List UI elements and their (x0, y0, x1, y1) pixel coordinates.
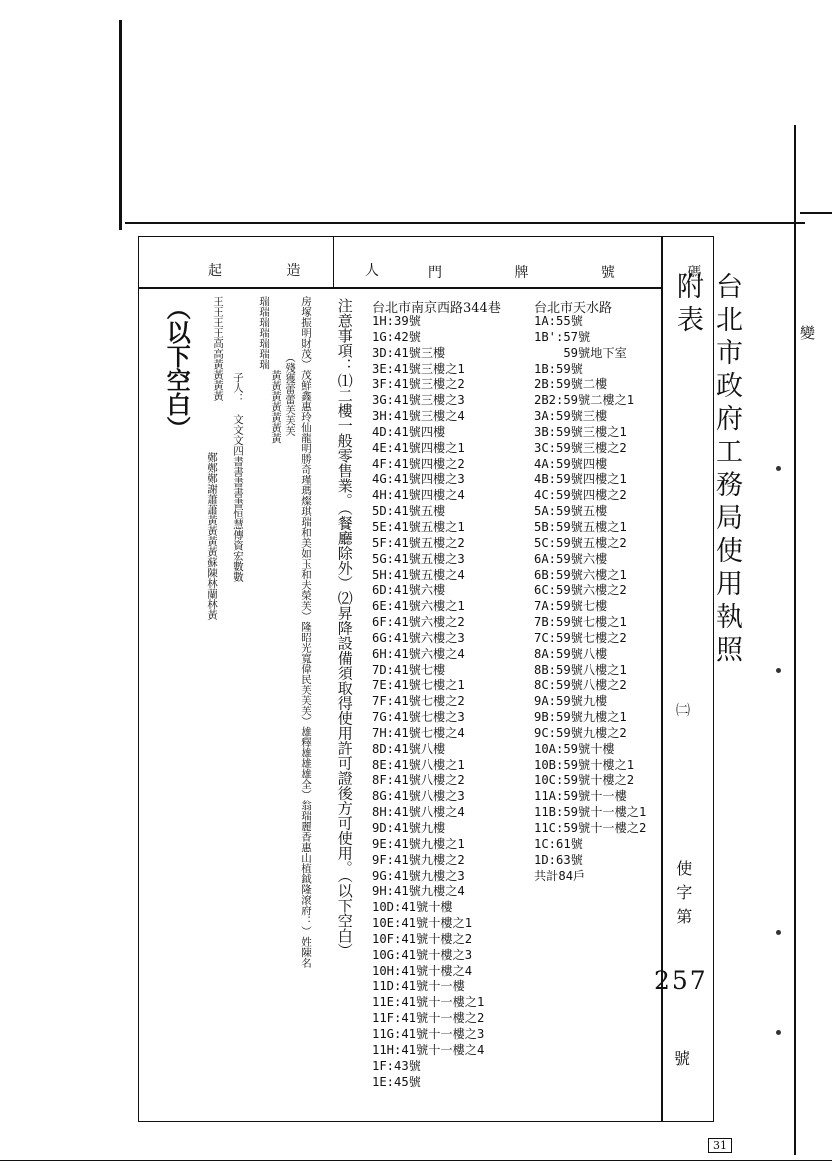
binding-dot (776, 668, 781, 673)
address-entry: 4B:59號四樓之1 (534, 472, 627, 487)
address-entry: 4E:41號四樓之1 (372, 440, 465, 455)
address-entry: 8H:41號八樓之4 (372, 805, 465, 820)
address-entry: 5D:41號五樓 (372, 504, 446, 519)
address-entry: 共計84戶 (534, 868, 586, 883)
edge-text: 變 (800, 324, 816, 342)
owner-column-7: 鄭鄭鄭謝蕭蕭黃黃黃黃蘇陳林蘭林黃 (206, 452, 219, 620)
address-entry: 10D:41號十樓 (372, 900, 453, 915)
address-entry: 10B:59號十樓之1 (534, 757, 635, 772)
address-entry: 6A:59號六樓 (534, 551, 608, 566)
address-entry: 9E:41號九樓之1 (372, 836, 465, 851)
owner-column-3: 瑞瑞瑞瑞瑞瑞瑞 (258, 296, 271, 370)
address-entry: 3G:41號三樓之3 (372, 393, 465, 408)
address-entry: 3F:41號三樓之2 (372, 377, 465, 392)
address-entry: 10G:41號十樓之3 (372, 947, 473, 962)
binding-dot (776, 930, 781, 935)
owner-column-4: 黃黃黃黃黃黃黃 (270, 370, 283, 444)
address-entry: 4G:41號四樓之3 (372, 472, 465, 487)
address-entry: 1B:59號 (534, 361, 583, 376)
address-right-title: 台北市天水路 (534, 301, 613, 316)
owner-column-5: 子人： 文文文四書書書書書恒慧傳資宏數數 (232, 372, 245, 582)
address-entry: 10E:41號十樓之1 (372, 916, 473, 931)
address-entry: 1F:43號 (372, 1058, 421, 1073)
address-entry: 10H:41號十樓之4 (372, 963, 473, 978)
address-entry: 4D:41號四樓 (372, 424, 446, 439)
address-entry: 8F:41號八樓之2 (372, 773, 465, 788)
address-entry: 4A:59號四樓 (534, 456, 608, 471)
address-entry: 7A:59號七樓 (534, 599, 608, 614)
address-entry: 11C:59號十一樓之2 (534, 821, 647, 835)
address-entry: 2B2:59號二樓之1 (534, 393, 635, 408)
address-entry: 9C:59號九樓之2 (534, 725, 627, 740)
address-entry: 8E:41號八樓之1 (372, 757, 465, 772)
address-entry: 9B:59號九樓之1 (534, 710, 627, 725)
address-entry: 11D:41號十一樓 (372, 979, 465, 994)
address-entry: 6C:59號六樓之2 (534, 583, 627, 598)
address-column-header: 門 牌 號 碼 (428, 265, 736, 281)
address-entry: 1C:61號 (534, 836, 583, 851)
address-entry: 9D:41號九樓 (372, 821, 446, 835)
bottom-edge-line (0, 1160, 832, 1161)
address-entry: 5E:41號五樓之1 (372, 519, 465, 534)
address-entry: 5A:59號五樓 (534, 504, 608, 519)
binding-dot (776, 466, 781, 471)
address-entry: 7G:41號七樓之3 (372, 710, 465, 725)
address-entry: 10C:59號十樓之2 (534, 773, 635, 788)
address-right-list (534, 314, 646, 884)
owner-column-1: 房塚振明財茂）茂鮮鑫惠玲仙龍明勝奇瑾瑪燦琪瑞和美如玉和夫榮芙）隆昭光寬偉民芙芙芙）雄釋雄雄雄全）翁瑞麗香惠山植鉞隆滾府：）姓陳名 (300, 296, 313, 968)
address-left-title: 台北市南京西路344巷 (372, 301, 501, 316)
address-entry: 10A:59號十樓 (534, 741, 615, 756)
owner-column-header: 起 造 人 (208, 263, 409, 279)
address-entry: 11F:41號十一樓之2 (372, 1011, 485, 1026)
address-entry: 8B:59號八樓之1 (534, 662, 627, 677)
page-title: 台北市政府工務局使用執照附表 (672, 272, 742, 668)
license-prefix: 使字第 (673, 860, 693, 932)
address-entry: 1B':57號 (534, 329, 591, 344)
address-entry: 9F:41號九樓之2 (372, 852, 465, 867)
address-entry: 5C:59號五樓之2 (534, 535, 627, 550)
owner-column-2: （殘獲蕾蕾芙芙芙 (284, 352, 297, 436)
address-entry: 11E:41號十一樓之1 (372, 995, 485, 1010)
binding-dot (776, 1030, 781, 1035)
top-frame-line (125, 222, 805, 224)
blank-below-notice: （以下空白） (162, 296, 192, 440)
address-entry: 6G:41號六樓之3 (372, 630, 465, 645)
address-entry: 11B:59號十一樓之1 (534, 805, 647, 820)
address-entry: 7F:41號七樓之2 (372, 694, 465, 709)
address-entry: 7B:59號七樓之1 (534, 615, 627, 630)
address-entry: 11A:59號十一樓 (534, 789, 627, 804)
address-entry: 11G:41號十一樓之3 (372, 1026, 485, 1041)
address-entry: 5F:41號五樓之2 (372, 535, 465, 550)
title-suffix: ㈡ (676, 703, 690, 719)
address-entry: 4F:41號四樓之2 (372, 456, 465, 471)
address-entry: 4H:41號四樓之4 (372, 488, 465, 503)
address-entry: 3C:59號三樓之2 (534, 440, 627, 455)
address-entry: 6D:41號六樓 (372, 583, 446, 598)
address-entry: 8D:41號八樓 (372, 741, 446, 756)
address-entry: 1H:39號 (372, 314, 421, 328)
address-entry: 3H:41號三樓之4 (372, 409, 465, 424)
address-entry: 5G:41號五樓之3 (372, 551, 465, 566)
address-entry: 6F:41號六樓之2 (372, 615, 465, 630)
address-entry: 1A:55號 (534, 314, 583, 328)
address-entry: 8G:41號八樓之3 (372, 789, 465, 804)
right-edge-tab (800, 212, 832, 214)
notice-text: 注意事項：⑴二樓一般零售業。（餐廳除外）⑵昇降設備須取得使用許可證後方可使用。（以下空白） (335, 298, 354, 958)
right-edge-line (794, 125, 796, 1155)
address-entry: 6B:59號六樓之1 (534, 567, 627, 582)
address-entry: 7H:41號七樓之4 (372, 725, 465, 740)
license-number: 257 (654, 966, 708, 995)
address-entry: 11H:41號十一樓之4 (372, 1042, 485, 1057)
address-entry: 4C:59號四樓之2 (534, 488, 627, 503)
address-entry: 7C:59號七樓之2 (534, 630, 627, 645)
address-entry: 8A:59號八樓 (534, 646, 608, 661)
address-left-list (372, 314, 484, 1090)
left-margin-line (119, 20, 122, 230)
address-entry: 9H:41號九樓之4 (372, 884, 465, 899)
address-entry: 9A:59號九樓 (534, 694, 608, 709)
address-entry: 5B:59號五樓之1 (534, 519, 627, 534)
address-entry: 59號地下室 (534, 345, 627, 360)
address-entry: 6H:41號六樓之4 (372, 646, 465, 661)
address-entry: 1D:63號 (534, 852, 583, 867)
address-entry: 5H:41號五樓之4 (372, 567, 465, 582)
address-entry: 3D:41號三樓 (372, 345, 446, 360)
address-entry: 7D:41號七樓 (372, 662, 446, 677)
license-suffix: 號 (674, 1049, 691, 1068)
header-divider (138, 287, 662, 289)
address-entry: 7E:41號七樓之1 (372, 678, 465, 693)
address-entry: 10F:41號十樓之2 (372, 931, 473, 946)
address-entry: 9G:41號九樓之3 (372, 868, 465, 883)
address-entry: 1G:42號 (372, 329, 421, 344)
address-entry: 6E:41號六樓之1 (372, 599, 465, 614)
page-number: 31 (708, 1138, 732, 1153)
address-entry: 3A:59號三樓 (534, 409, 608, 424)
owner-column-6: 王王王王高高黃黃黃黃 (212, 296, 225, 401)
address-entry: 3E:41號三樓之1 (372, 361, 465, 376)
address-entry: 8C:59號八樓之2 (534, 678, 627, 693)
address-entry: 2B:59號二樓 (534, 377, 608, 392)
address-entry: 3B:59號三樓之1 (534, 424, 627, 439)
address-entry: 1E:45號 (372, 1074, 421, 1089)
